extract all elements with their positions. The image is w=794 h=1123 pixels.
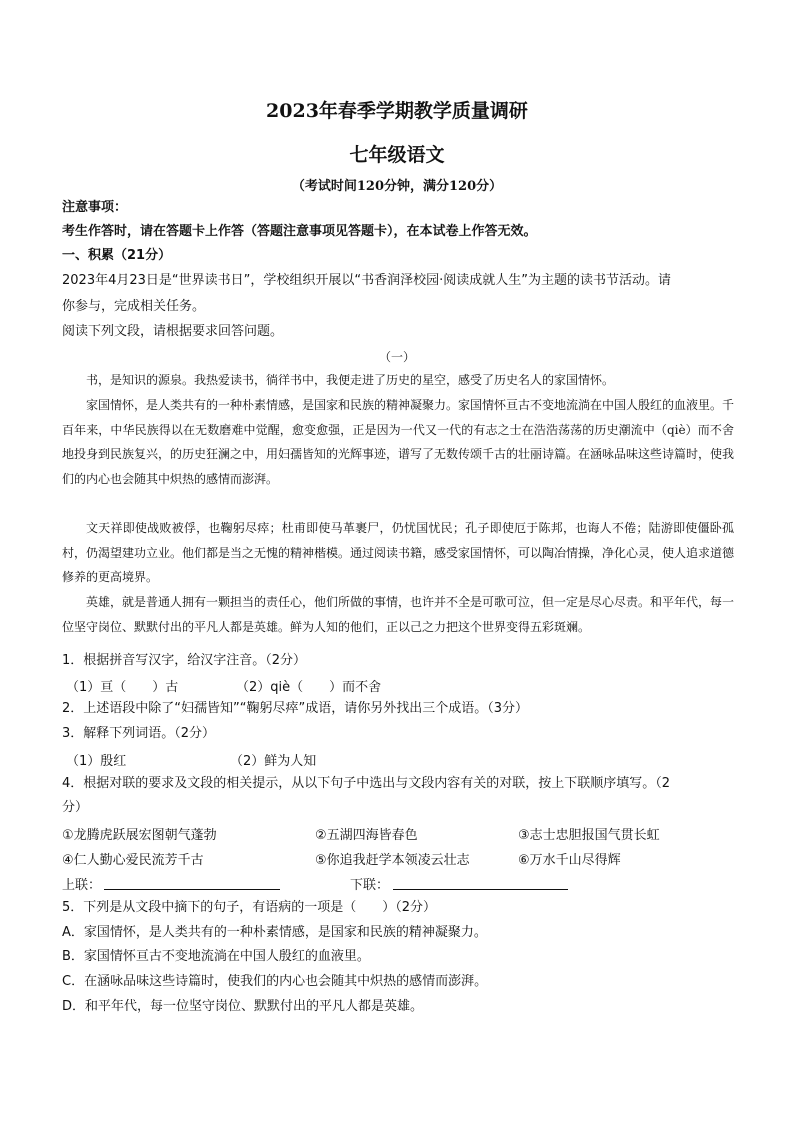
question-5-stem: 5．下列是从文段中摘下的句子，有语病的一项是（ ）（2分） xyxy=(62,900,437,915)
question-4-stem-cont: 分） xyxy=(62,800,89,815)
upper-couplet-label: 上联： xyxy=(62,878,102,893)
intro-line-2: 你参与，完成相关任务。 xyxy=(62,299,206,314)
couplet-option: ②五湖四海皆春色 xyxy=(315,828,418,843)
exam-title: 2023年春季学期教学质量调研 xyxy=(266,100,528,122)
couplet-option: ⑤你追我赶学本领凌云壮志 xyxy=(315,853,470,868)
question-5-option-b: B．家国情怀亘古不变地流淌在中国人殷红的血液里。 xyxy=(62,949,370,964)
question-1-item-1: （1）亘（ ）古 xyxy=(66,680,179,695)
exam-info: （考试时间120分钟，满分120分） xyxy=(291,179,503,194)
passage-paragraph: 文天祥即使战败被俘，也鞠躬尽瘁；杜甫即使马革裹尸，仍忧国忧民；孔子即使厄于陈邦，也诲人不倦；陆游即使僵卧孤村，仍渴望建功立业。他们都是当之无愧的精神楷模。通过阅读书籍，感受家国情怀，可以陶冶情操，净化心灵，使人追求道德修养的更高境界。 xyxy=(62,521,735,584)
question-1-item-2: （2）qiè（ ）而不舍 xyxy=(236,680,382,695)
question-5-option-a: A．家国情怀，是人类共有的一种朴素情感，是国家和民族的精神凝聚力。 xyxy=(62,925,487,940)
question-1-stem: 1．根据拼音写汉字，给汉字注音。（2分） xyxy=(62,653,307,668)
section-heading: 一、积累（21分） xyxy=(62,248,172,263)
lower-couplet-blank[interactable] xyxy=(393,889,568,890)
exam-subject: 七年级语文 xyxy=(349,144,445,166)
upper-couplet-blank[interactable] xyxy=(104,889,280,890)
question-3-stem: 3．解释下列词语。（2分） xyxy=(62,726,216,741)
question-4-stem: 4．根据对联的要求及文段的相关提示，从以下句子中选出与文段内容有关的对联，按上下联顺序填写。（2 xyxy=(62,776,671,791)
question-3-item-2: （2）鲜为人知 xyxy=(230,754,317,769)
couplet-option: ⑥万水千山尽得辉 xyxy=(518,853,621,868)
question-2-stem: 2．上述语段中除了“妇孺皆知”“鞠躬尽瘁”成语，请你另外找出三个成语。（3分） xyxy=(62,701,528,716)
passage-paragraph: 英雄，就是普通人拥有一颗担当的责任心，他们所做的事情，也许并不全是可歌可泣，但一定是尽心尽责。和平年代，每一位坚守岗位、默默付出的平凡人都是英雄。鲜为人知的他们，正以己之力把这个世界变得五彩斑斓。 xyxy=(62,595,735,634)
notice-heading: 注意事项： xyxy=(62,200,128,215)
intro-line-1: 2023年4月23日是“世界读书日”，学校组织开展以“书香润泽校园·阅读成就人生”为主题的读书节活动。请 xyxy=(62,273,671,288)
passage-paragraph: 家国情怀，是人类共有的一种朴素情感，是国家和民族的精神凝聚力。家国情怀亘古不变地流淌在中国人殷红的血液里。千百年来，中华民族得以在无数磨难中觉醒，愈变愈强，正是因为一代又一代的有志之士在浩浩荡荡的历史潮流中（qiè）而不舍地投身到民族复兴，的历史狂澜之中，用妇孺皆知的光辉事迹，谱写了无数传颂千古的壮丽诗篇。在涵咏品味这些诗篇时，使我们的内心也会随其中炽热的感情而澎湃。 xyxy=(62,398,735,486)
passage-label: （一） xyxy=(378,350,415,364)
couplet-option: ①龙腾虎跃展宏图朝气蓬勃 xyxy=(62,828,217,843)
reading-instruction: 阅读下列文段，请根据要求回答问题。 xyxy=(62,324,284,339)
couplet-option: ④仁人勤心爱民流芳千古 xyxy=(62,853,204,868)
notice-text: 考生作答时，请在答题卡上作答（答题注意事项见答题卡），在本试卷上作答无效。 xyxy=(62,224,537,239)
couplet-option: ③志士忠胆报国气贯长虹 xyxy=(518,828,660,843)
lower-couplet-label: 下联： xyxy=(350,878,390,893)
passage-paragraph: 书，是知识的源泉。我热爱读书，徜徉书中，我便走进了历史的星空，感受了历史名人的家国情怀。 xyxy=(86,373,615,387)
question-3-item-1: （1）殷红 xyxy=(66,754,127,769)
question-5-option-c: C．在涵咏品味这些诗篇时，使我们的内心也会随其中炽热的感情而澎湃。 xyxy=(62,974,488,989)
question-5-option-d: D．和平年代，每一位坚守岗位、默默付出的平凡人都是英雄。 xyxy=(62,999,424,1014)
